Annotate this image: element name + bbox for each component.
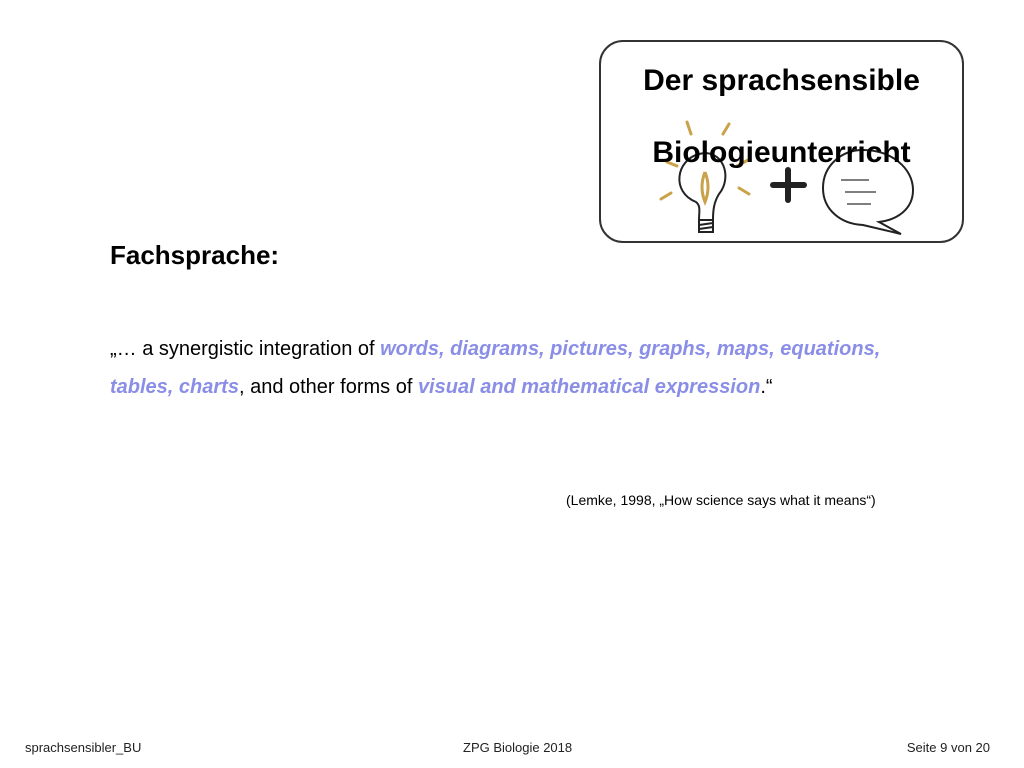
quote-highlight-2: visual and mathematical expression [417,376,761,398]
section-heading: Fachsprache: [110,240,280,270]
quote-mid: , and other forms of [238,376,418,398]
title-box [599,40,964,243]
footer-left: sprachsensibler_BU [25,740,142,755]
quote-text [110,330,910,406]
quote-close: .“ [760,376,773,398]
citation: (Lemke, 1998, „How science says what it means“) [566,492,876,508]
title-line-1: Der sprachsensible [643,64,920,97]
title-line-2: Biologieunterricht [652,136,911,169]
footer-center: ZPG Biologie 2018 [463,740,573,755]
footer-page-number: Seite 9 von 20 [906,740,990,755]
quote-open: „… a synergistic integration of [110,338,381,360]
quote-highlight-1: words, diagrams, pictures, graphs, maps, equations, tables, charts [110,338,881,398]
plus-icon [773,170,804,200]
